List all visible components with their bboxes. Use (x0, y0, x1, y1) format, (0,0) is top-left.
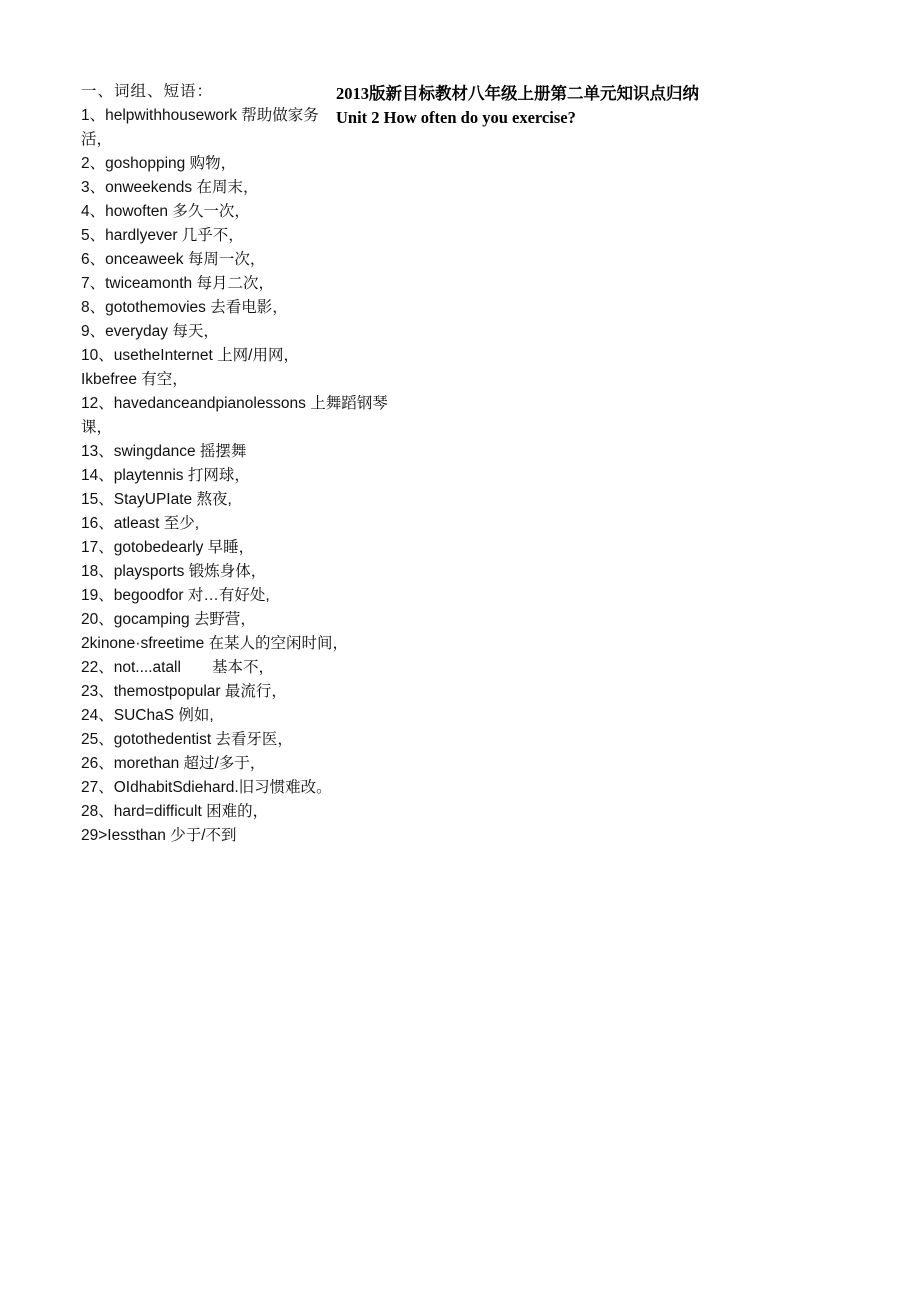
vocab-item: 9、everyday 每天， (81, 323, 219, 340)
vocab-item: 28、hard=difficult 困难的， (81, 803, 269, 820)
vocab-item: 19、begoodfor 对…有好处, (81, 587, 270, 604)
vocabulary-list (81, 80, 421, 848)
vocab-item: 8、gotothemovies 去看电影， (81, 299, 288, 316)
vocab-item: 24、SUChaS 例如, (81, 707, 214, 724)
vocab-item: 5、hardlyever 几乎不， (81, 227, 244, 244)
vocab-item: 18、playsports 锻炼身体， (81, 563, 267, 580)
vocab-item: 27、OIdhabitSdiehard.旧习惯难改。 (81, 779, 332, 796)
vocab-item: 1、helpwithhousework 帮助做家务活， (81, 107, 319, 148)
vocab-item: Ikbefree 有空， (81, 371, 188, 388)
vocab-item: 12、havedanceandpianolessons 上舞蹈钢琴课， (81, 395, 388, 436)
vocab-item: 16、atleast 至少, (81, 515, 200, 532)
vocab-item: 17、gotobedearly 早睡， (81, 539, 255, 556)
vocab-item: 7、twiceamonth 每月二次， (81, 275, 274, 292)
section-heading: 一、词组、短语： (81, 83, 214, 100)
unit-subtitle: Unit 2 How often do you exercise? (336, 108, 576, 127)
vocab-item: 14、playtennis 打网球， (81, 467, 250, 484)
vocab-item: 15、StayUPIate 熬夜, (81, 491, 232, 508)
vocab-item: 3、onweekends 在周末， (81, 179, 259, 196)
document-title: 2013版新目标教材八年级上册第二单元知识点归纳 (336, 84, 699, 103)
vocab-item: 25、gotothedentist 去看牙医， (81, 731, 293, 748)
vocab-item: 20、gocamping 去野营， (81, 611, 256, 628)
vocab-item: 4、howoften 多久一次， (81, 203, 250, 220)
vocab-item: 29>Iessthan 少于/不到 (81, 827, 237, 844)
vocab-item: 2kinone·sfreetime 在某人的空闲时间， (81, 635, 349, 652)
vocab-item: 26、morethan 超过/多于， (81, 755, 266, 772)
vocab-item: 10、usetheInternet 上网/用网， (81, 347, 299, 364)
vocab-item: 13、swingdance 摇摆舞 (81, 443, 247, 460)
vocab-item: 6、onceaweek 每周一次， (81, 251, 266, 268)
vocab-item: 22、not....atall 基本不， (81, 659, 274, 676)
vocab-item: 23、themostpopular 最流行， (81, 683, 287, 700)
vocab-item: 2、goshopping 购物， (81, 155, 237, 172)
